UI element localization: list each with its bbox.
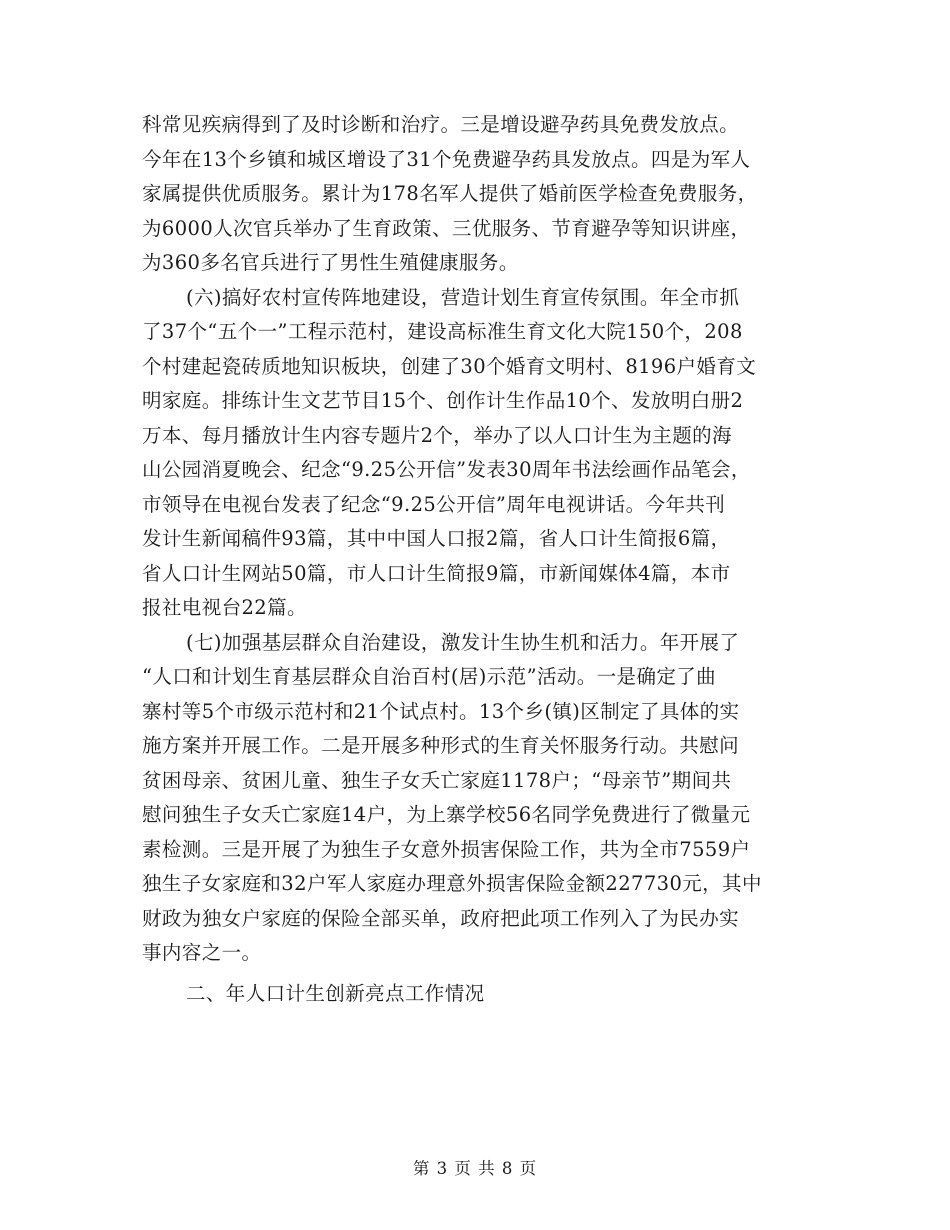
text-line: 独生子女家庭和32户军人家庭办理意外损害保险金额227730元，其中 — [142, 872, 762, 895]
section-heading: 二、年人口计生创新亮点工作情况 — [186, 981, 485, 1005]
text-line: 市领导在电视台发表了纪念“9.25公开信”周年电视讲话。今年共刊 — [142, 492, 726, 516]
paragraph-seven-first-line: (七)加强基层群众自治建设，激发计生协生机和活力。年开展了 — [186, 630, 740, 654]
text-line: 为6000人次官兵举办了生育政策、三优服务、节育避孕等知识讲座， — [142, 216, 751, 240]
text-line: 个村建起瓷砖质地知识板块，创建了30个婚育文明村、8196户婚育文 — [142, 354, 757, 378]
text-line: 贫困母亲、贫困儿童、独生子女夭亡家庭1178户；“母亲节”期间共 — [142, 768, 732, 792]
page-number-footer: 第 3 页 共 8 页 — [412, 1159, 538, 1178]
text-line: 山公园消夏晚会、纪念“9.25公开信”发表30周年书法绘画作品笔会， — [142, 458, 751, 481]
document-body — [142, 108, 832, 1011]
text-line: 慰问独生子女夭亡家庭14户，为上寨学校56名同学免费进行了微量元 — [142, 803, 751, 826]
text-line: 明家庭。排练计生文艺节目15个、创作计生作品10个、发放明白册2 — [142, 389, 744, 412]
text-line: 今年在13个乡镇和城区增设了31个免费避孕药具发放点。四是为军人 — [142, 147, 751, 171]
text-line: 发计生新闻稿件93篇，其中中国人口报2篇，省人口计生简报6篇， — [142, 527, 731, 550]
text-line: “人口和计划生育基层群众自治百村(居)示范”活动。一是确定了曲 — [142, 665, 717, 688]
text-line: 为360多名官兵进行了男性生殖健康服务。 — [142, 251, 519, 274]
text-line: 科常见疾病得到了及时诊断和治疗。三是增设避孕药具免费发放点。 — [142, 113, 740, 136]
text-line: 施方案并开展工作。二是开展多种形式的生育关怀服务行动。共慰问 — [142, 734, 740, 757]
text-line: 事内容之一。 — [142, 941, 262, 964]
text-line: 素检测。三是开展了为独生子女意外损害保险工作，共为全市7559户 — [142, 837, 751, 861]
text-line: 寨村等5个市级示范村和21个试点村。13个乡(镇)区制定了具体的实 — [142, 699, 740, 723]
text-line: 省人口计生网站50篇，市人口计生简报9篇，市新闻媒体4篇，本市 — [142, 561, 731, 585]
text-line: 报社电视台22篇。 — [142, 596, 307, 619]
text-line: 财政为独女户家庭的保险全部买单，政府把此项工作列入了为民办实 — [142, 906, 740, 930]
paragraph-six-first-line: (六)搞好农村宣传阵地建设，营造计划生育宣传氛围。年全市抓 — [186, 285, 740, 309]
text-line: 万本、每月播放计生内容专题片2个，举办了以人口计生为主题的海 — [142, 423, 732, 447]
text-line: 了37个“五个一”工程示范村，建设高标准生育文化大院150个，208 — [142, 320, 743, 343]
text-line: 家属提供优质服务。累计为178名军人提供了婚前医学检查免费服务， — [142, 182, 758, 205]
